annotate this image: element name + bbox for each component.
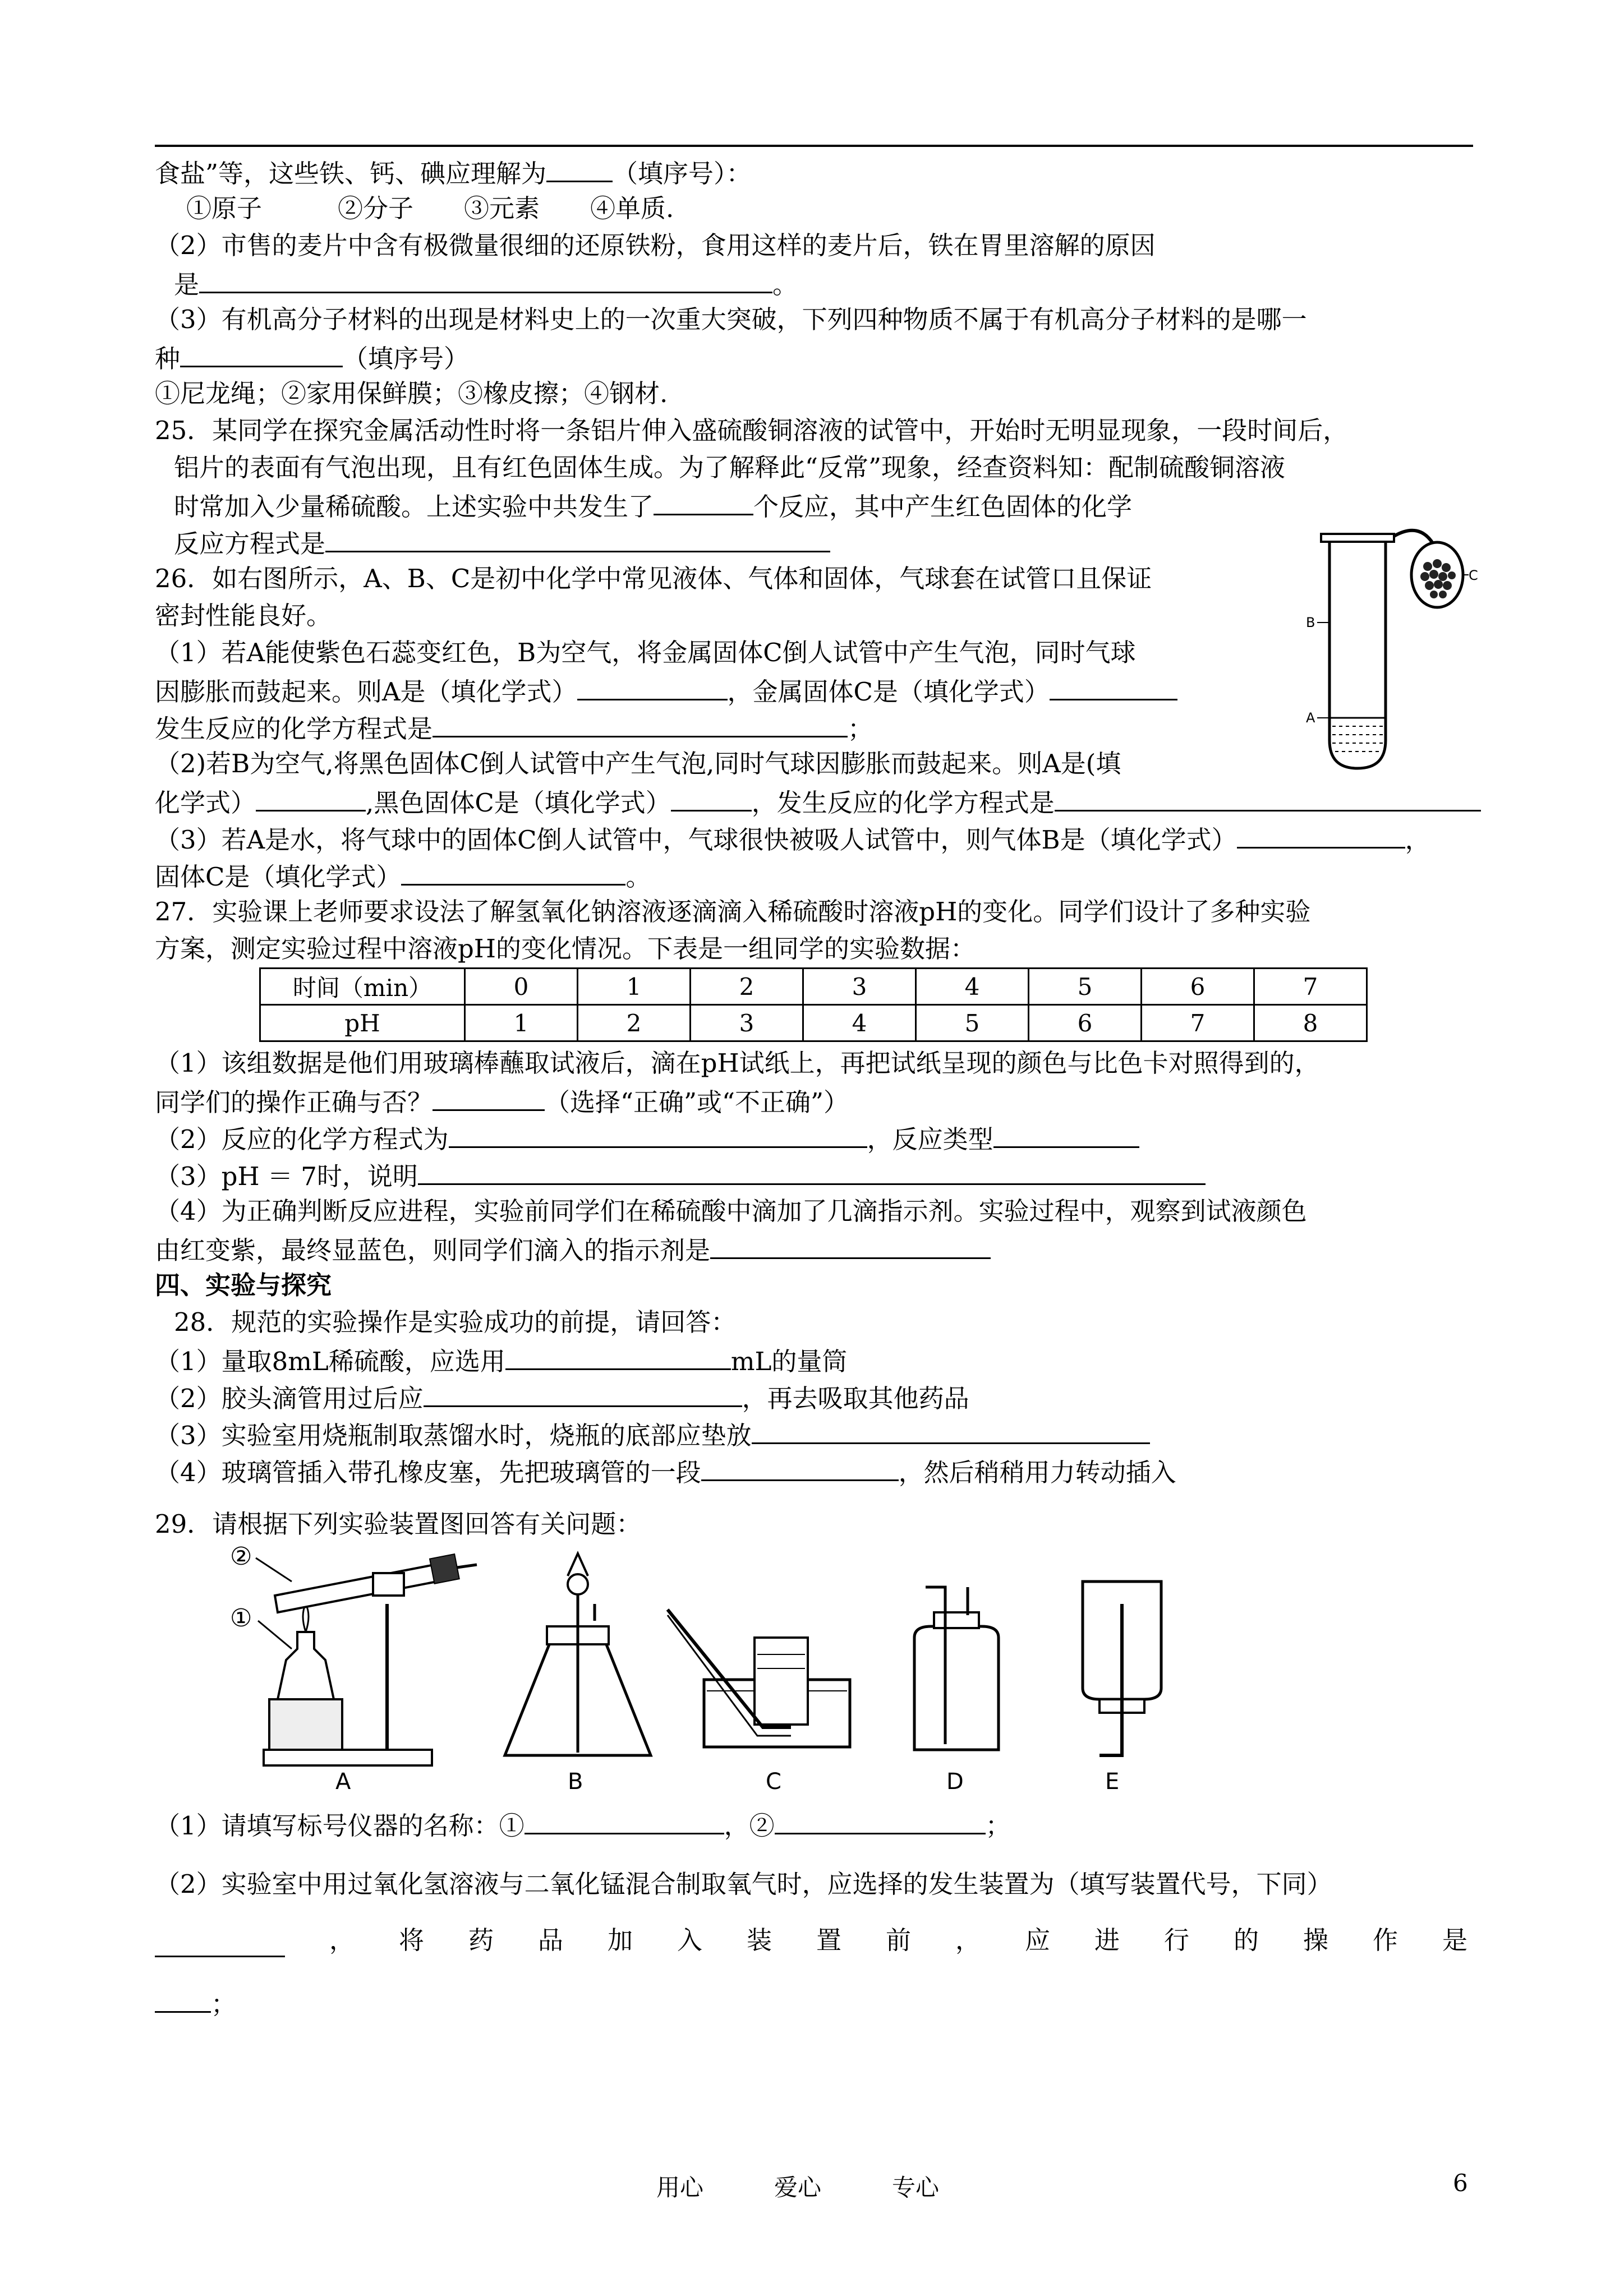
apparatus-d	[914, 1587, 999, 1795]
header-rule	[155, 145, 1473, 147]
answer-blank[interactable]	[1055, 784, 1481, 812]
table-cell: 8	[1254, 1005, 1367, 1041]
apparatus-figure	[224, 1542, 1178, 1800]
q25-line-4: 反应方程式是	[174, 525, 830, 561]
apparatus-a	[230, 1542, 477, 1795]
q27-line-2: 方案，测定实验过程中溶液pH的变化情况。下表是一组同学的实验数据：	[155, 934, 976, 963]
q28-line-3: （2）胶头滴管用过后应 ，再去吸取其他药品	[155, 1380, 969, 1416]
answer-blank[interactable]	[1050, 673, 1177, 700]
table-cell: 7	[1142, 1005, 1254, 1041]
page-number: 6	[1453, 2169, 1468, 2197]
answer-blank[interactable]	[155, 1930, 285, 1957]
line-q2: （2）市售的麦片中含有极微量很细的还原铁粉，食用这样的麦片后，铁在胃里溶解的原因	[155, 230, 1156, 260]
table-cell: 4	[803, 1005, 916, 1041]
q26-line-5: 发生反应的化学方程式是 ；	[155, 710, 873, 746]
q26-line-8: （3）若A是水，将气球中的固体C倒人试管中，气球很快被吸人试管中，则气体B是（填化学式） ，	[155, 821, 1430, 857]
answer-blank[interactable]	[256, 784, 366, 812]
answer-blank[interactable]	[710, 1232, 991, 1259]
q28-line-2: （1）量取8mL稀硫酸，应选用 mL的量筒	[155, 1343, 847, 1378]
q29-line-5: ；	[155, 1985, 236, 2021]
table-cell: 4	[916, 969, 1029, 1005]
answer-blank[interactable]	[424, 1380, 742, 1407]
q26-line-4: 因膨胀而鼓起来。则A是（填化学式） ，金属固体C是（填化学式）	[155, 673, 1177, 709]
line-q3-options: ①尼龙绳；②家用保鲜膜；③橡皮擦；④钢材.	[155, 379, 668, 408]
q26-line-6: （2)若B为空气,将黑色固体C倒人试管中产生气泡,同时气球因膨胀而鼓起来。则A是(填	[155, 749, 1121, 778]
q27-line-6: （3）pH ＝ 7时，说明	[155, 1158, 1206, 1193]
q27-line-5: （2）反应的化学方程式为 ，反应类型	[155, 1121, 1139, 1156]
q28-line-5: （4）玻璃管插入带孔橡皮塞，先把玻璃管的一段 ，然后稍稍用力转动插入	[155, 1454, 1176, 1490]
table-row	[260, 1005, 1367, 1041]
q28-line-4: （3）实验室用烧瓶制取蒸馏水时，烧瓶的底部应垫放	[155, 1417, 1150, 1453]
marker-1: ①	[230, 1604, 252, 1633]
answer-blank[interactable]	[325, 525, 830, 552]
answer-blank[interactable]	[433, 1084, 545, 1111]
q29-line-1: 29．请根据下列实验装置图回答有关问题：	[155, 1509, 642, 1539]
line-q3-answer: 种 （填序号）	[155, 340, 469, 376]
answer-blank[interactable]	[701, 1454, 899, 1481]
answer-blank[interactable]	[180, 340, 343, 367]
test-tube-figure	[1290, 505, 1478, 774]
apparatus-b	[505, 1553, 651, 1795]
q26-line-3: （1）若A能使紫色石蕊变红色，B为空气，将金属固体C倒人试管中产生气泡，同时气球	[155, 638, 1136, 667]
answer-blank[interactable]	[1237, 821, 1405, 849]
q27-line-3: （1）该组数据是他们用玻璃棒蘸取试液后，滴在pH试纸上，再把试纸呈现的颜色与比色卡对照得到的，	[155, 1048, 1320, 1078]
answer-blank[interactable]	[418, 1158, 1206, 1185]
q28-line-1: 28．规范的实验操作是实验成功的前提，请回答：	[174, 1307, 737, 1337]
table-cell: 3	[803, 969, 916, 1005]
answer-blank[interactable]	[671, 784, 752, 812]
q25-line-3: 时常加入少量稀硫酸。上述实验中共发生了 个反应，其中产生红色固体的化学	[174, 488, 1132, 524]
table-cell: 2	[578, 1005, 691, 1041]
answer-blank[interactable]	[401, 858, 625, 886]
q26-line-2: 密封性能良好。	[155, 601, 332, 630]
line-q3: （3）有机高分子材料的出现是材料史上的一次重大突破，下列四种物质不属于有机高分子材料的是哪一	[155, 305, 1307, 334]
answer-blank[interactable]	[155, 1985, 211, 2013]
q29-line-4: ， 将 药 品 加 入 装 置 前 ， 应 进 行 的 操 作 是	[155, 1924, 1467, 1957]
table-cell: 1	[465, 1005, 578, 1041]
apparatus-e	[1083, 1582, 1161, 1795]
q26-line-7: 化学式） ,黑色固体C是（填化学式） ，发生反应的化学方程式是	[155, 784, 1481, 820]
q27-line-8: 由红变紫，最终显蓝色，则同学们滴入的指示剂是	[155, 1232, 991, 1267]
answer-blank[interactable]	[546, 155, 613, 182]
apparatus-c	[668, 1610, 850, 1795]
ph-data-table	[259, 967, 1368, 1042]
label-a: A	[335, 1769, 351, 1795]
answer-blank[interactable]	[654, 488, 753, 515]
table-header-cell: pH	[260, 1005, 465, 1041]
table-cell: 0	[465, 969, 578, 1005]
answer-blank[interactable]	[775, 1807, 986, 1834]
table-cell: 1	[578, 969, 691, 1005]
label-b: B	[1306, 615, 1315, 630]
label-a: A	[1306, 710, 1315, 726]
table-cell: 7	[1254, 969, 1367, 1005]
footer-words: 用心 爱心 专心	[656, 2174, 940, 2201]
table-cell: 6	[1029, 1005, 1142, 1041]
label-c: C	[766, 1769, 781, 1795]
section-heading: 四、实验与探究	[155, 1270, 332, 1300]
label-c: C	[1469, 568, 1478, 583]
q27-line-4: 同学们的操作正确与否？ （选择“正确”或“不正确”）	[155, 1084, 849, 1119]
label-b: B	[568, 1769, 583, 1795]
answer-blank[interactable]	[577, 673, 728, 700]
table-cell: 2	[691, 969, 803, 1005]
table-row	[260, 969, 1367, 1005]
answer-blank[interactable]	[433, 710, 848, 737]
answer-blank[interactable]	[525, 1807, 724, 1834]
table-cell: 6	[1142, 969, 1254, 1005]
answer-blank[interactable]	[993, 1121, 1139, 1148]
label-e: E	[1105, 1769, 1120, 1795]
table-header-cell: 时间（min）	[260, 969, 465, 1005]
table-cell: 5	[916, 1005, 1029, 1041]
q25-line-1: 25．某同学在探究金属活动性时将一条铝片伸入盛硫酸铜溶液的试管中，开始时无明显现象，一段时间后，	[155, 416, 1349, 445]
answer-blank[interactable]	[199, 266, 772, 293]
line-iron-calcium: 食盐”等，这些铁、钙、碘应理解为 （填序号）：	[155, 155, 752, 191]
q25-line-2: 铝片的表面有气泡出现，且有红色固体生成。为了解释此“反常”现象，经查资料知：配制硫酸铜溶液	[174, 453, 1286, 482]
q27-line-1: 27．实验课上老师要求设法了解氢氧化钠溶液逐滴滴入稀硫酸时溶液pH的变化。同学们设计了多种实验	[155, 897, 1311, 926]
table-cell: 3	[691, 1005, 803, 1041]
marker-2: ②	[230, 1542, 252, 1571]
q29-line-3: （2）实验室中用过氧化氢溶液与二氧化锰混合制取氧气时，应选择的发生装置为（填写装置代号，下同）	[155, 1869, 1332, 1899]
answer-blank[interactable]	[449, 1121, 867, 1148]
answer-blank[interactable]	[752, 1417, 1150, 1444]
table-cell: 5	[1029, 969, 1142, 1005]
q27-line-7: （4）为正确判断反应进程，实验前同学们在稀硫酸中滴加了几滴指示剂。实验过程中，观察到试液颜色	[155, 1196, 1307, 1226]
line-options: ①原子 ②分子 ③元素 ④单质.	[186, 193, 674, 223]
label-d: D	[946, 1769, 964, 1795]
q29-line-2: （1）请填写标号仪器的名称：① ，② ；	[155, 1807, 1011, 1843]
q26-line-1: 26．如右图所示，A、B、C是初中化学中常见液体、气体和固体，气球套在试管口且保证	[155, 564, 1152, 593]
q26-line-9: 固体C是（填化学式） 。	[155, 858, 651, 894]
answer-blank[interactable]	[505, 1343, 731, 1370]
line-q2-answer: 是 。	[174, 266, 798, 302]
